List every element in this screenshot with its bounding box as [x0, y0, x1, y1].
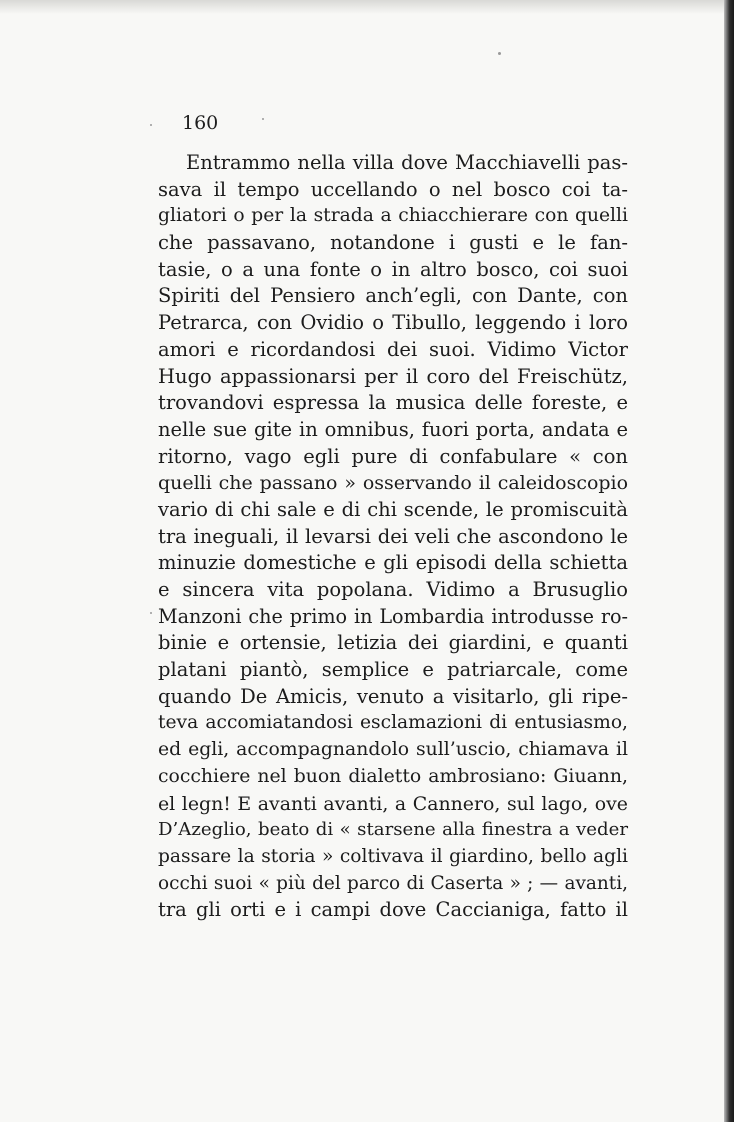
text-line: el legn! E avanti avanti, a Cannero, sul lago, ove — [158, 792, 628, 815]
text-line: trovandovi espressa la musica delle foreste, e — [158, 391, 628, 415]
text-line: sava il tempo uccellando o nel bosco coi ta- — [158, 177, 628, 201]
text-line: ritorno, vago egli pure di confabulare « con — [158, 444, 628, 468]
text-line: tra ineguali, il levarsi dei veli che ascondono le — [158, 524, 628, 548]
text-line: Hugo appassionarsi per il coro del Freischütz, — [158, 364, 628, 388]
text-line: amori e ricordandosi dei suoi. Vidimo Victor — [158, 337, 628, 361]
text-line: tra gli orti e i campi dove Caccianiga, fatto il — [158, 898, 628, 922]
text-line: tasie, o a una fonte o in altro bosco, coi suoi — [158, 257, 628, 281]
text-line: ed egli, accompagnandolo sull’uscio, chiamava il — [158, 739, 628, 761]
text-line: Spiriti del Pensiero anch’egli, con Dante, con — [158, 284, 628, 308]
text-line: cocchiere nel buon dialetto ambrosiano: Giuann, — [158, 765, 628, 787]
text-line: quando De Amicis, venuto a visitarlo, gli ripe- — [158, 684, 628, 708]
text-line: quelli che passano » osservando il caleidoscopio — [158, 472, 628, 495]
text-line: D’Azeglio, beato di « starsene alla finestra a veder — [158, 819, 628, 841]
text-line: e sincera vita popolana. Vidimo a Brusuglio — [158, 578, 628, 601]
paper-speck — [150, 612, 152, 614]
text-line: Petrarca, con Ovidio o Tibullo, leggendo i loro — [158, 311, 628, 335]
text-line: minuzie domestiche e gli episodi della schietta — [158, 551, 628, 575]
text-line: che passavano, notandone i gusti e le fan- — [158, 231, 628, 255]
text-line: binie e ortensie, letizia dei giardini, e quanti — [158, 631, 628, 655]
body-text — [158, 150, 628, 924]
text-line: teva accomiatandosi esclamazioni di entusiasmo, — [158, 712, 628, 734]
paper-speck — [498, 52, 501, 55]
text-line: platani piantò, semplice e patriarcale, come — [158, 658, 628, 682]
text-line: passare la storia » coltivava il giardino, bello agli — [158, 845, 628, 867]
text-line: vario di chi sale e di chi scende, le promiscuità — [158, 497, 628, 521]
text-line: nelle sue gite in omnibus, fuori porta, andata e — [158, 417, 628, 441]
text-line: occhi suoi « più del parco di Caserta » ; — avanti, — [158, 872, 628, 894]
page-top-shadow — [0, 0, 724, 14]
text-line: Manzoni che primo in Lombardia introdusse ro- — [158, 604, 628, 628]
page-binding-edge — [724, 0, 734, 1122]
page-number: 160 — [182, 112, 219, 134]
text-line: gliatori o per la strada a chiacchierare con quelli — [158, 205, 628, 227]
text-line: Entrammo nella villa dove Macchiavelli pas- — [186, 151, 628, 174]
paper-speck — [262, 118, 264, 120]
paper-speck — [150, 124, 152, 126]
